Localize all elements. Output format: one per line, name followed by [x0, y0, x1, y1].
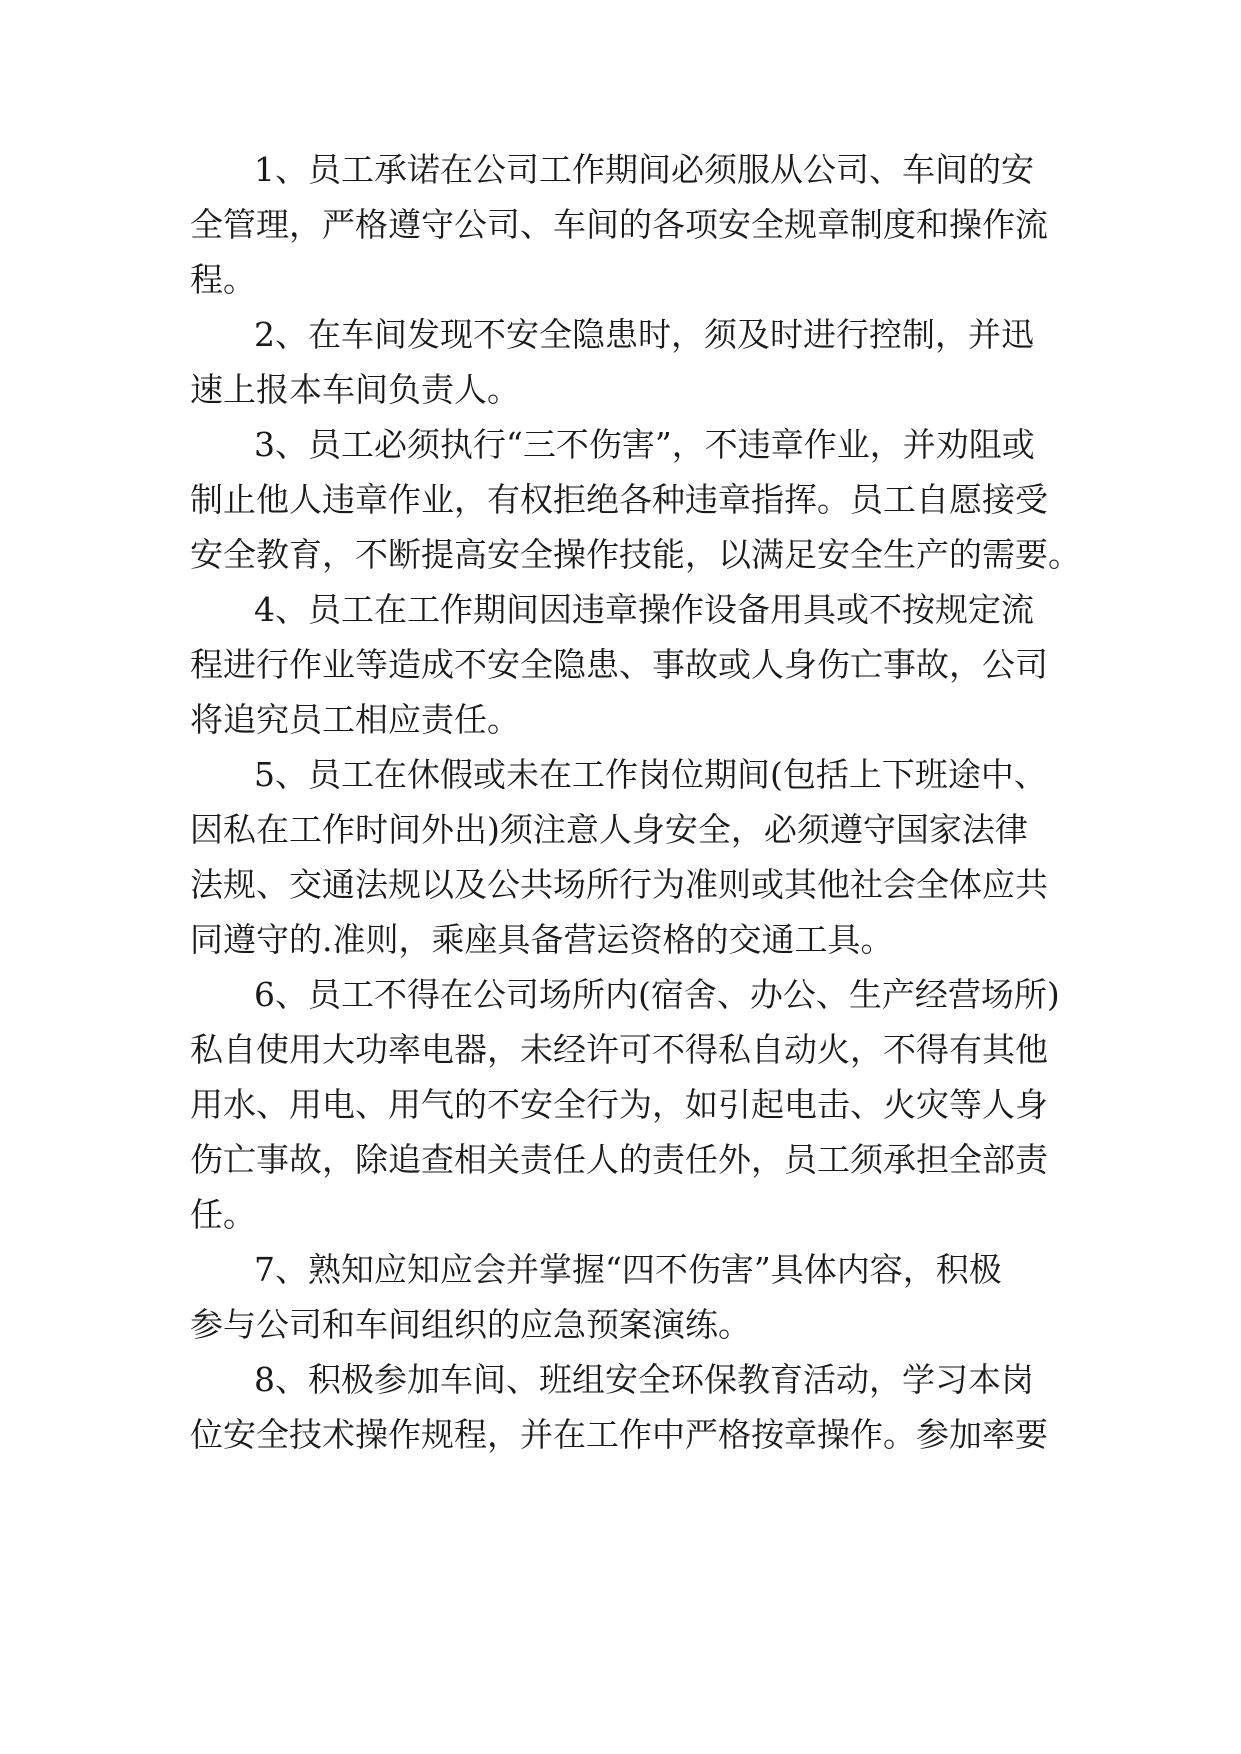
text-line: 任。 [190, 1195, 256, 1234]
text-line: 5、员工在休假或未在工作岗位期间(包括上下班途中、 [254, 755, 1047, 794]
text-line: 7、熟知应知应会并掌握“四不伤害”具体内容，积极 [254, 1250, 1002, 1289]
text-line: 位安全技术操作规程，并在工作中严格按章操作。参加率要 [190, 1415, 1048, 1454]
text-line: 安全教育，不断提高安全操作技能，以满足安全生产的需要。 [190, 535, 1081, 574]
text-line: 私自使用大功率电器，未经许可不得私自动火，不得有其他 [190, 1030, 1048, 1069]
text-line: 8、积极参加车间、班组安全环保教育活动，学习本岗 [254, 1360, 1034, 1399]
text-line: 3、员工必须执行“三不伤害”，不违章作业，并劝阻或 [254, 425, 1035, 464]
text-line: 2、在车间发现不安全隐患时，须及时进行控制，并迅 [254, 315, 1034, 354]
text-line: 法规、交通法规以及公共场所行为准则或其他社会全体应共 [190, 865, 1048, 904]
text-line: 4、员工在工作期间因违章操作设备用具或不按规定流 [254, 590, 1034, 629]
text-line: 程进行作业等造成不安全隐患、事故或人身伤亡事故，公司 [190, 645, 1048, 684]
text-line: 6、员工不得在公司场所内(宿舍、办公、生产经营场所) [254, 975, 1060, 1014]
text-line: 用水、用电、用气的不安全行为，如引起电击、火灾等人身 [190, 1085, 1048, 1124]
text-line: 制止他人违章作业，有权拒绝各种违章指挥。员工自愿接受 [190, 480, 1048, 519]
text-line: 全管理，严格遵守公司、车间的各项安全规章制度和操作流 [190, 205, 1048, 244]
text-line: 程。 [190, 260, 256, 299]
text-line: 速上报本车间负责人。 [190, 370, 520, 409]
text-line: 将追究员工相应责任。 [190, 700, 520, 739]
text-line: 参与公司和车间组织的应急预案演练。 [190, 1305, 751, 1344]
text-line: 1、员工承诺在公司工作期间必须服从公司、车间的安 [254, 150, 1034, 189]
text-line: 伤亡事故，除追查相关责任人的责任外，员工须承担全部责 [190, 1140, 1048, 1179]
text-line: 因私在工作时间外出)须注意人身安全，必须遵守国家法律 [190, 810, 1028, 849]
text-line: 同遵守的.准则，乘座具备营运资格的交通工具。 [190, 920, 894, 959]
